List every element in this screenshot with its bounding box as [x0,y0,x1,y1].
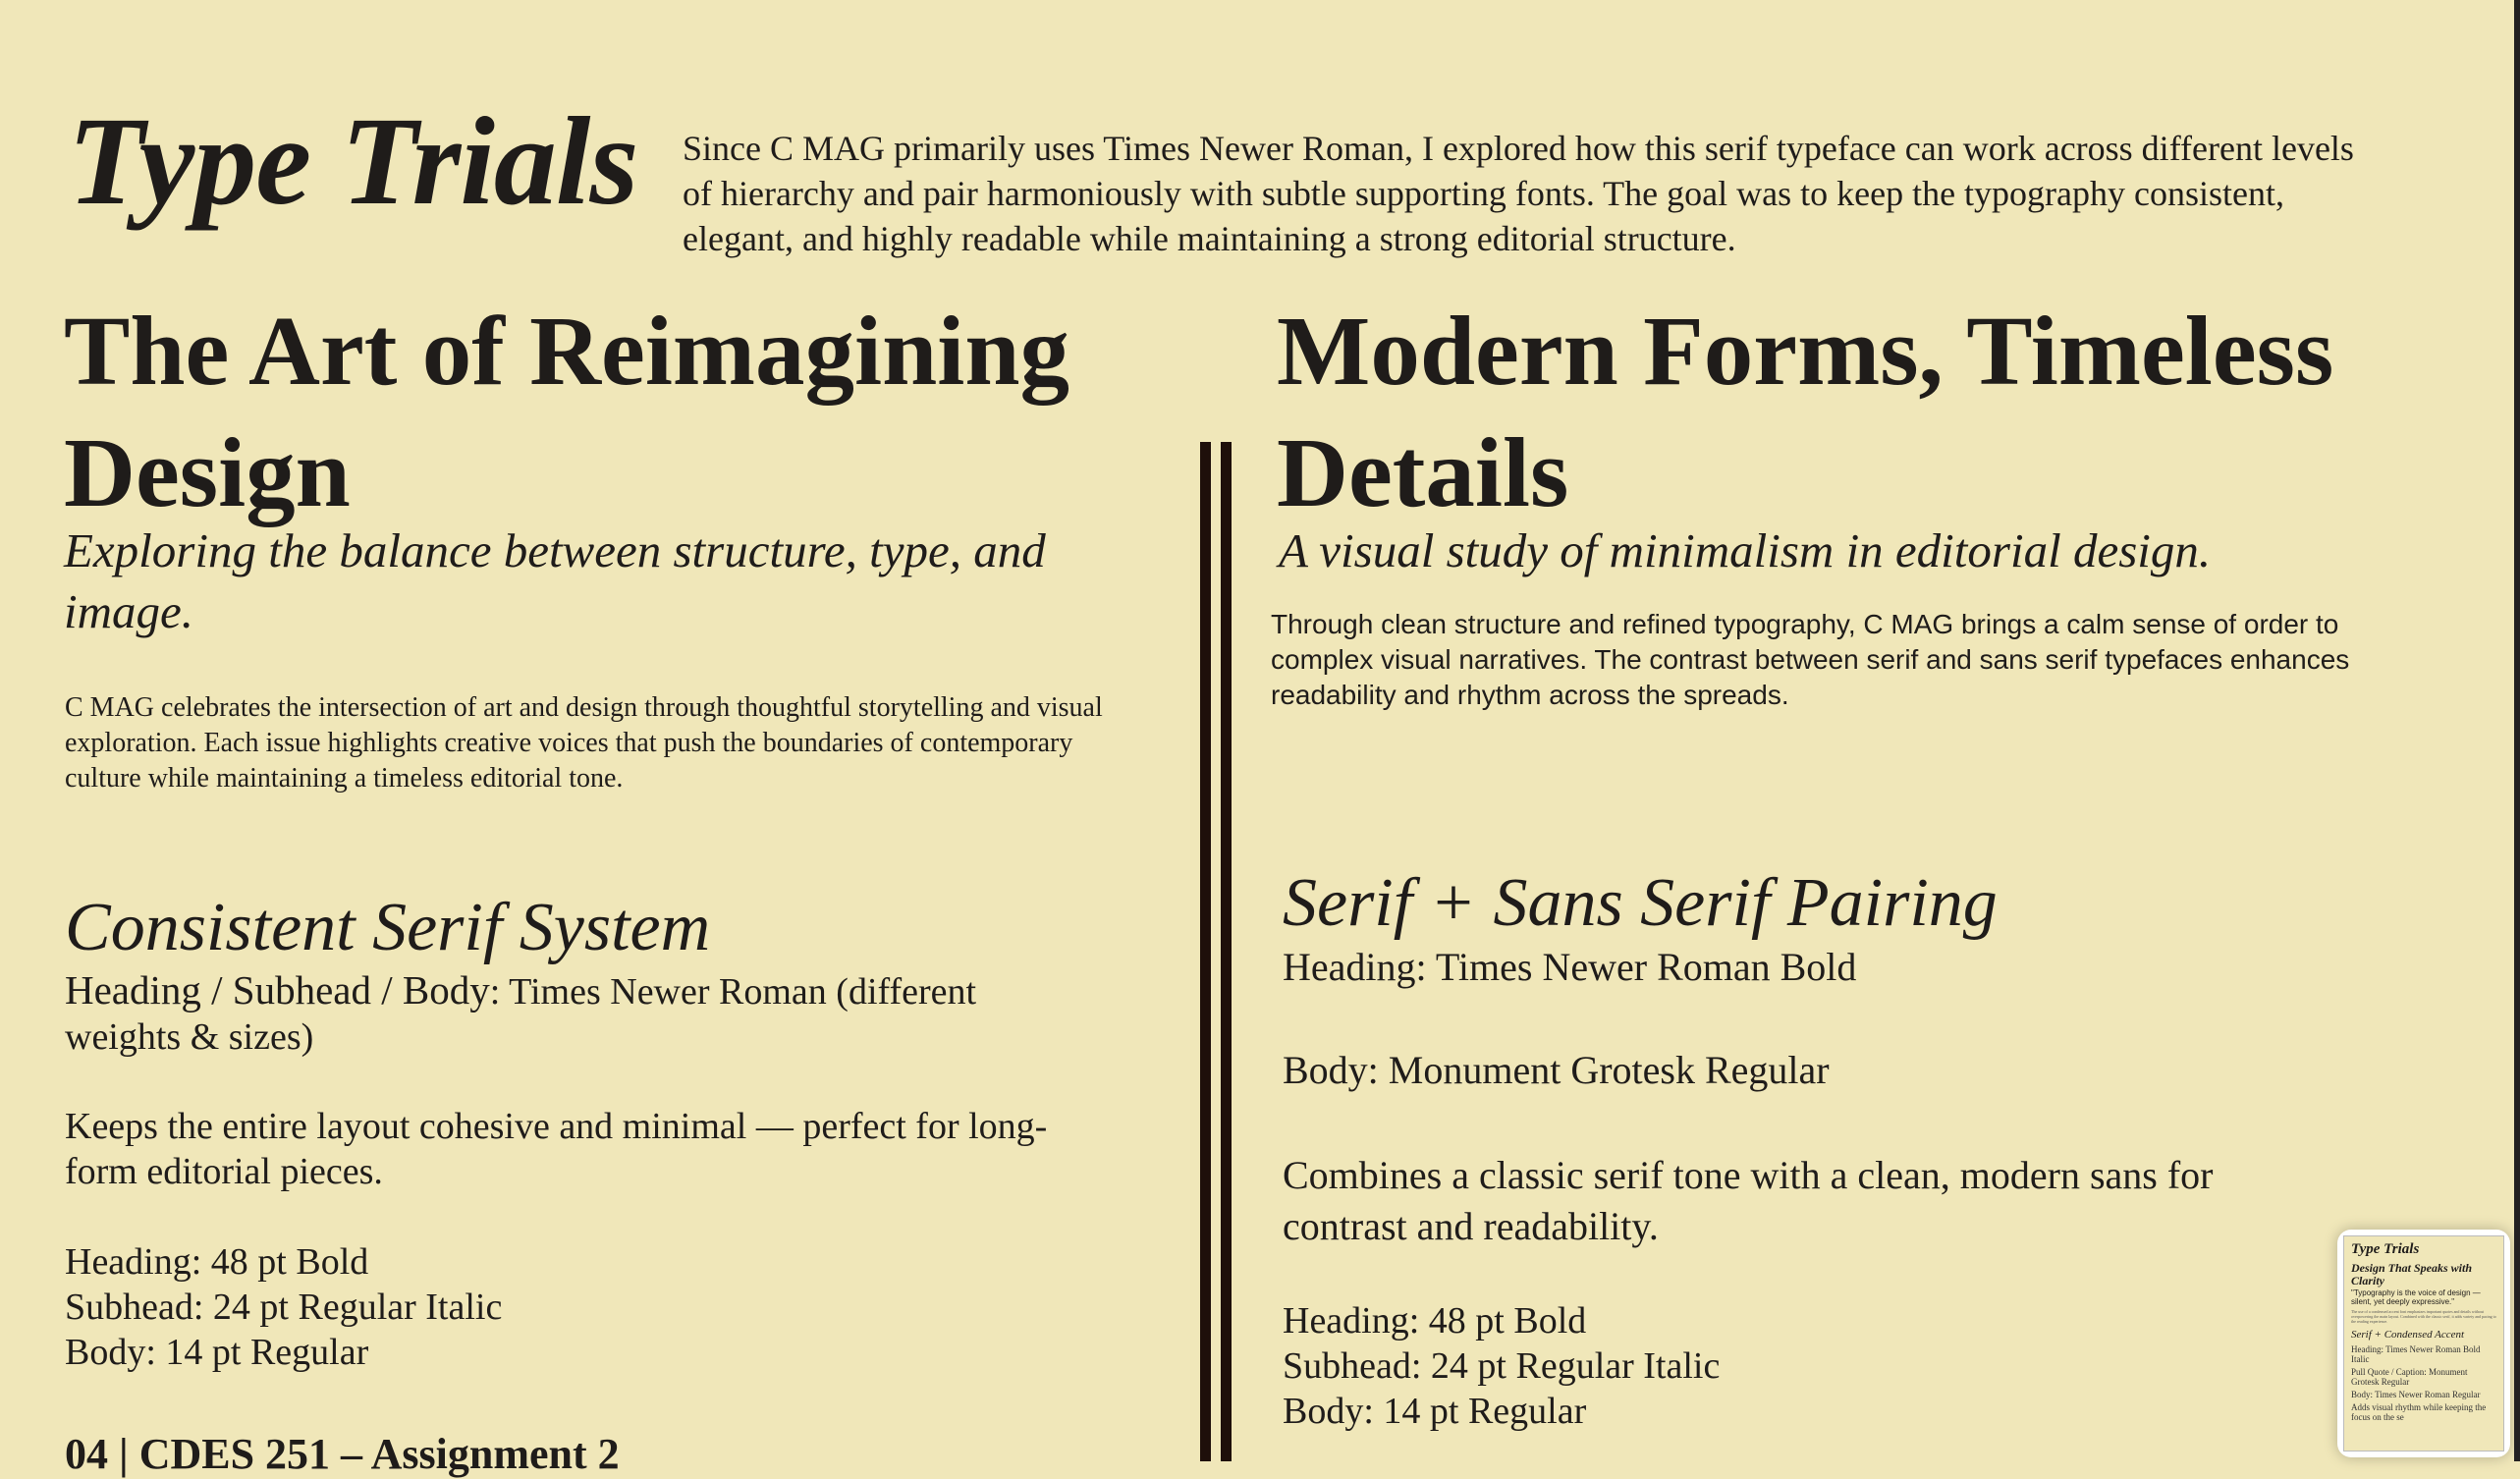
left-body: C MAG celebrates the intersection of art and design through thoughtful storytelling and visual exploration. Each issue highlights creative voices that push the boundaries of contemporary culture while maintaining a timeless editorial tone. [65,692,1103,794]
window-edge [2514,0,2520,1461]
left-subhead: Exploring the balance between structure, type, and image. [64,523,1046,638]
thumbnail-line: Heading: Times Newer Roman Bold Italic [2351,1344,2481,1364]
right-body: Through clean structure and refined typography, C MAG brings a calm sense of order to complex visual narratives. The contrast between serif and sans serif typefaces enhances readability and rhythm across the spreads. [1271,609,2350,710]
right-body-font: Body: Monument Grotesk Regular [1283,1048,1830,1092]
right-description: Combines a classic serif tone with a clean, modern sans for contrast and readability. [1283,1153,2214,1248]
left-heading: The Art of Reimagining Design [64,296,1070,527]
divider-line [1200,442,1211,1461]
thumbnail-line: Pull Quote / Caption: Monument Grotesk Regular [2351,1367,2468,1387]
spec-body: Body: 14 pt Regular [1283,1391,1587,1432]
thumbnail-body: The use of a condensed accent font emphasizes important quotes and details without overpowering the main layout. Combined with the classic serif, it adds variety and pacing to the reading experience. [2351,1309,2496,1324]
right-subhead: A visual study of minimalism in editorial design. [1279,523,2212,577]
right-specs [1283,1298,1720,1434]
page-footer: 04 | CDES 251 – Assignment 2 [65,1430,620,1478]
page-thumbnail[interactable] [2337,1230,2510,1457]
right-heading: Modern Forms, Timeless Details [1277,296,2334,527]
spec-body: Body: 14 pt Regular [65,1332,369,1373]
spec-heading: Heading: 48 pt Bold [1283,1300,1587,1342]
left-specs [65,1239,502,1375]
intro-paragraph: Since C MAG primarily uses Times Newer Roman, I explored how this serif typeface can work across different levels of hierarchy and pair harmoniously with subtle supporting fonts. The goal was to keep the typography consistent, elegant, and highly readable while maintaining a strong editorial structure. [683,129,2354,258]
thumbnail-title: Type Trials [2351,1241,2420,1257]
thumbnail-quote: "Typography is the voice of design — silent, yet deeply expressive." [2351,1288,2481,1306]
right-heading-font: Heading: Times Newer Roman Bold [1283,945,1857,989]
divider-line [1221,442,1232,1461]
fonts-label: Heading / Subhead / Body [65,967,490,1013]
thumbnail-line: Body: Times Newer Roman Regular [2351,1390,2481,1399]
fonts-value: : Times Newer Roman (different weights & sizes) [65,971,977,1058]
left-description: Keeps the entire layout cohesive and minimal — perfect for long-form editorial pieces. [65,1106,1048,1192]
spec-heading: Heading: 48 pt Bold [65,1241,369,1283]
left-section-title: Consistent Serif System [65,890,711,965]
right-section-title: Serif + Sans Serif Pairing [1283,865,1998,941]
thumbnail-heading: Design That Speaks with Clarity [2351,1261,2473,1287]
thumbnail-section-title: Serif + Condensed Accent [2351,1329,2465,1341]
page-title: Type Trials [68,91,638,231]
spec-subhead: Subhead: 24 pt Regular Italic [1283,1345,1721,1387]
spec-subhead: Subhead: 24 pt Regular Italic [65,1287,503,1328]
left-fonts-line [65,967,1067,1060]
thumbnail-line: Adds visual rhythm while keeping the focus on the se [2351,1402,2487,1422]
